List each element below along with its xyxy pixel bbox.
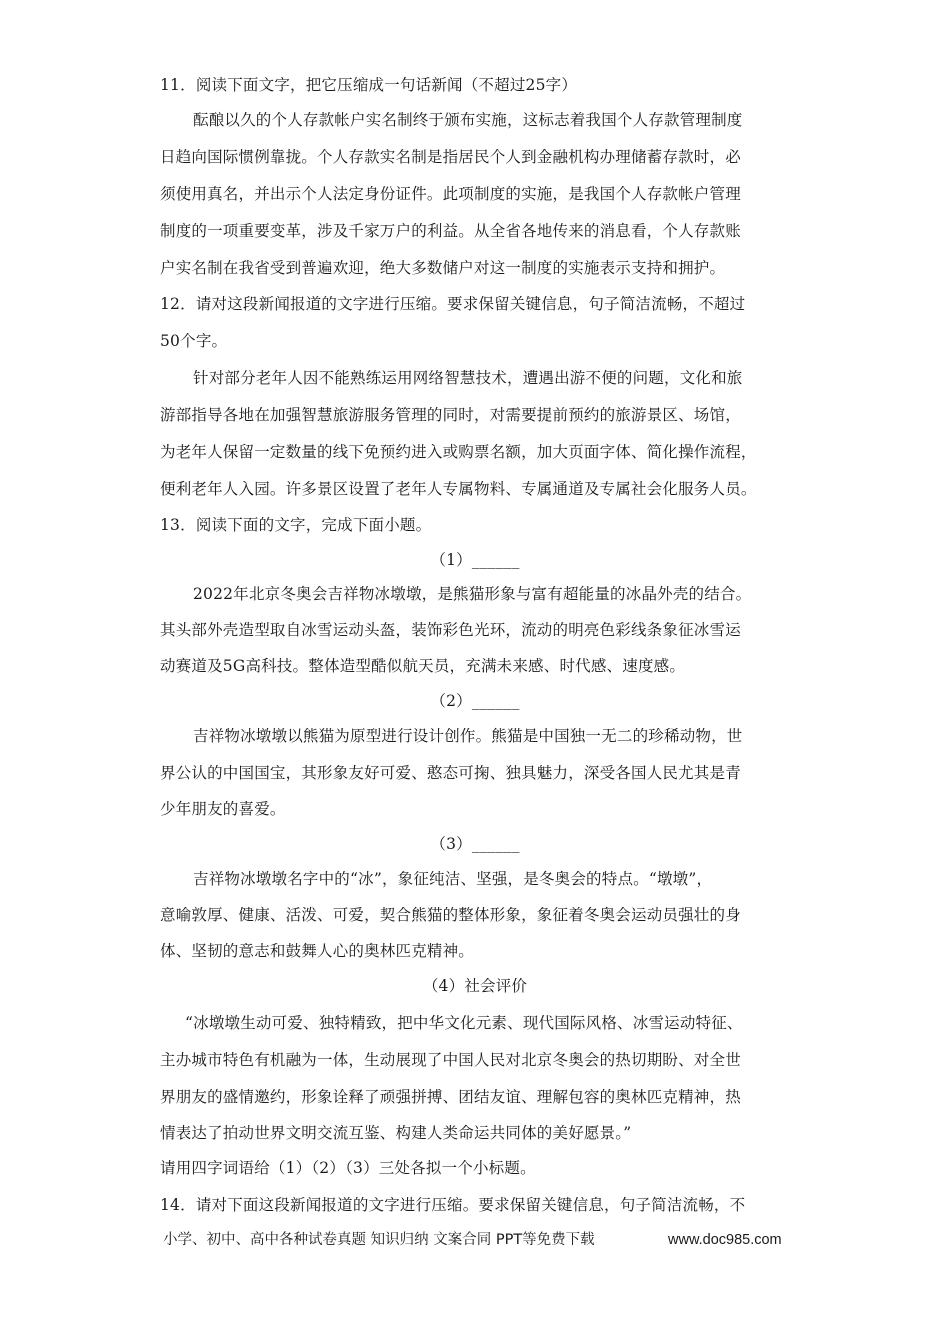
q13-section3-line: 意喻敦厚、健康、活泼、可爱，契合熊猫的整体形象，象征着冬奥会运动员强壮的身: [160, 906, 741, 924]
q13-section3-heading: （3）______: [430, 835, 520, 853]
q11-passage-line: 须使用真名，并出示个人法定身份证件。此项制度的实施，是我国个人存款帐户管理: [160, 185, 741, 203]
q13-section4-line: “冰墩墩生动可爱、独特精致，把中华文化元素、现代国际风格、冰雪运动特征、: [185, 1014, 743, 1032]
footer-website-link[interactable]: www.doc985.com: [668, 1232, 782, 1248]
q13-section1-line: 其头部外壳造型取自冰雪运动头盔，装饰彩色光环，流动的明亮色彩线条象征冰雪运: [160, 621, 741, 639]
q11-passage-line: 制度的一项重要变革，涉及千家万户的利益。从全省各地传来的消息看，个人存款账: [160, 222, 741, 240]
q11-passage-line: 酝酿以久的个人存款帐户实名制终于颁布实施，这标志着我国个人存款管理制度: [193, 111, 743, 129]
q13-section1-heading: （1）______: [430, 551, 520, 569]
q13-section2-line: 界公认的中国国宝，其形象友好可爱、憨态可掬、独具魅力，深受各国人民尤其是青: [160, 764, 741, 782]
q13-section4-line: 主办城市特色有机融为一体，生动展现了中国人民对北京冬奥会的热切期盼、对全世: [160, 1051, 741, 1069]
q13-section3-line: 体、坚韧的意志和鼓舞人心的奥林匹克精神。: [160, 942, 475, 960]
q14-prompt: 14．请对下面这段新闻报道的文字进行压缩。要求保留关键信息，句子简洁流畅，不: [160, 1196, 746, 1214]
q11-passage-line: 户实名制在我省受到普遍欢迎，绝大多数储户对这一制度的实施表示支持和拥护。: [160, 259, 726, 277]
q13-section2-line: 吉祥物冰墩墩以熊猫为原型进行设计创作。熊猫是中国独一无二的珍稀动物，世: [193, 727, 743, 745]
q13-section2-heading: （2）______: [430, 692, 520, 710]
q13-section2-line: 少年朋友的喜爱。: [160, 800, 286, 818]
q12-passage-line: 为老年人保留一定数量的线下免预约进入或购票名额，加大页面字体、简化操作流程，: [160, 443, 757, 461]
q13-section1-line: 动赛道及5G高科技。整体造型酷似航天员，充满未来感、时代感、速度感。: [160, 657, 686, 675]
q12-passage-line: 游部指导各地在加强智慧旅游服务管理的同时，对需要提前预约的旅游景区、场馆，: [160, 406, 741, 424]
q11-passage-line: 日趋向国际惯例靠拢。个人存款实名制是指居民个人到金融机构办理储蓄存款时，必: [160, 148, 741, 166]
q12-passage-line: 便利老年人入园。许多景区设置了老年人专属物料、专属通道及专属社会化服务人员。: [160, 480, 757, 498]
q13-section4-line: 界朋友的盛情邀约，形象诠释了顽强拼搏、团结友谊、理解包容的奥林匹克精神，热: [160, 1088, 741, 1106]
q13-section4-heading: （4）社会评价: [422, 977, 528, 995]
q13-section3-line: 吉祥物冰墩墩名字中的“冰”，象征纯洁、坚强，是冬奥会的特点。“墩墩”，: [193, 870, 713, 888]
q13-section1-line: 2022年北京冬奥会吉祥物冰墩墩，是熊猫形象与富有超能量的冰晶外壳的结合。: [193, 585, 752, 603]
q12-passage-line: 针对部分老年人因不能熟练运用网络智慧技术，遭遇出游不便的问题，文化和旅: [193, 369, 743, 387]
q13-section4-line: 情表达了拍动世界文明交流互鉴、构建人类命运共同体的美好愿景。”: [160, 1124, 632, 1142]
footer-promo-text: 小学、初中、高中各种试卷真题 知识归纳 文案合同 PPT等免费下载: [163, 1232, 595, 1248]
q12-prompt: 12．请对这段新闻报道的文字进行压缩。要求保留关键信息，句子简洁流畅，不超过: [160, 295, 746, 313]
q13-task: 请用四字词语给（1）（2）（3）三处各拟一个小标题。: [160, 1159, 536, 1177]
q12-prompt: 50个字。: [160, 332, 228, 350]
q11-prompt: 11．阅读下面文字，把它压缩成一句话新闻（不超过25字）: [160, 76, 578, 94]
q13-prompt: 13．阅读下面的文字，完成下面小题。: [160, 516, 432, 534]
